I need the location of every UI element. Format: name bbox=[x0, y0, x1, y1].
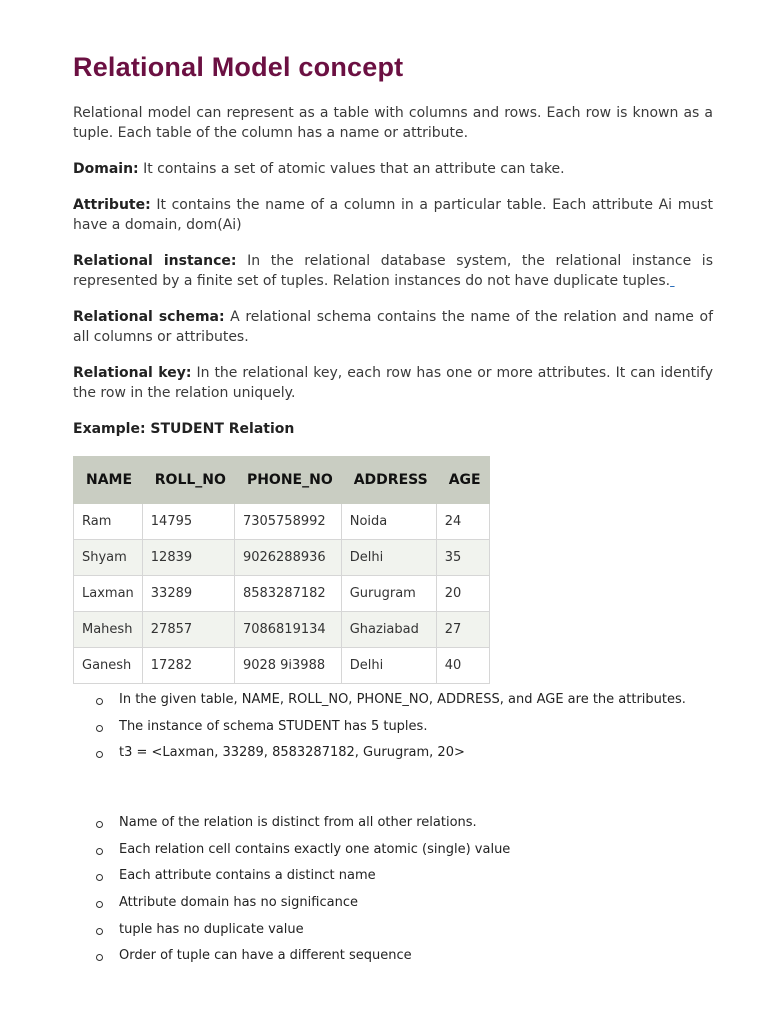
column-header-phone-no: PHONE_NO bbox=[234, 457, 341, 504]
table-cell: 12839 bbox=[142, 540, 234, 576]
example-heading bbox=[73, 420, 713, 440]
definition-text: In the relational database system, the relational instance is represented by a finite set of tuples. Relation instances do not have duplicate tuples. bbox=[73, 253, 713, 289]
table-cell: Ram bbox=[74, 504, 143, 540]
table-cell: Ghaziabad bbox=[341, 612, 436, 648]
example-heading-text: Example: STUDENT Relation bbox=[73, 421, 295, 437]
list-item bbox=[93, 745, 686, 772]
definition-term: Relational schema: bbox=[73, 309, 225, 325]
intro-paragraph: Relational model can represent as a table with columns and rows. Each row is known as a tuple. Each table of the column has a name or attribute. bbox=[73, 105, 713, 141]
table-row bbox=[74, 648, 490, 684]
table-header-row bbox=[74, 457, 490, 504]
table-cell: 14795 bbox=[142, 504, 234, 540]
table-cell: 35 bbox=[436, 540, 489, 576]
list-item bbox=[93, 842, 510, 869]
table-cell: 7305758992 bbox=[234, 504, 341, 540]
column-header-address: ADDRESS bbox=[341, 457, 436, 504]
circle-bullet-icon bbox=[96, 725, 103, 732]
properties-bullet-list bbox=[93, 815, 510, 975]
list-item-text: Order of tuple can have a different sequence bbox=[119, 948, 412, 964]
table-row bbox=[74, 612, 490, 648]
circle-bullet-icon bbox=[96, 928, 103, 935]
list-item bbox=[93, 922, 510, 949]
definition-term: Relational instance: bbox=[73, 253, 237, 269]
definition-term: Relational key: bbox=[73, 365, 192, 381]
table-cell: 7086819134 bbox=[234, 612, 341, 648]
circle-bullet-icon bbox=[96, 954, 103, 961]
table-row bbox=[74, 504, 490, 540]
definition-domain bbox=[73, 160, 713, 180]
student-relation-table bbox=[73, 456, 490, 684]
list-item bbox=[93, 895, 510, 922]
table-cell: 9028 9i3988 bbox=[234, 648, 341, 684]
definition-term: Domain: bbox=[73, 161, 139, 177]
list-item bbox=[93, 948, 510, 975]
definition-text: A relational schema contains the name of the relation and name of all columns or attributes. bbox=[73, 309, 713, 345]
table-cell: Gurugram bbox=[341, 576, 436, 612]
table-cell: 20 bbox=[436, 576, 489, 612]
list-item bbox=[93, 692, 686, 719]
table-cell: Mahesh bbox=[74, 612, 143, 648]
table-row bbox=[74, 576, 490, 612]
page-title: Relational Model concept bbox=[73, 52, 404, 82]
list-item-text: Each relation cell contains exactly one atomic (single) value bbox=[119, 841, 511, 857]
circle-bullet-icon bbox=[96, 901, 103, 908]
table-cell: Noida bbox=[341, 504, 436, 540]
hyperlink-fragment[interactable] bbox=[670, 273, 674, 289]
definition-relational-key bbox=[73, 364, 713, 403]
list-item-text: tuple has no duplicate value bbox=[119, 921, 304, 937]
definition-text: In the relational key, each row has one or more attributes. It can identify the row in the relation uniquely. bbox=[73, 365, 714, 401]
definition-text: It contains the name of a column in a particular table. Each attribute Ai must have a domain, dom(Ai) bbox=[73, 197, 713, 233]
list-item bbox=[93, 868, 510, 895]
attributes-bullet-list bbox=[93, 692, 686, 772]
table-cell: 33289 bbox=[142, 576, 234, 612]
list-item bbox=[93, 815, 510, 842]
table-cell: 9026288936 bbox=[234, 540, 341, 576]
table-row bbox=[74, 540, 490, 576]
list-item-text: The instance of schema STUDENT has 5 tuples. bbox=[119, 718, 428, 734]
table-cell: Shyam bbox=[74, 540, 143, 576]
column-header-name: NAME bbox=[74, 457, 143, 504]
table-cell: Laxman bbox=[74, 576, 143, 612]
table-cell: Delhi bbox=[341, 648, 436, 684]
list-item-text: Name of the relation is distinct from all other relations. bbox=[119, 815, 477, 830]
table-cell: Ganesh bbox=[74, 648, 143, 684]
definition-relational-instance bbox=[73, 252, 713, 291]
column-header-age: AGE bbox=[436, 457, 489, 504]
list-item-text: In the given table, NAME, ROLL_NO, PHONE_NO, ADDRESS, and AGE are the attributes. bbox=[119, 692, 686, 707]
list-item-text: t3 = <Laxman, 33289, 8583287182, Gurugram, 20> bbox=[119, 745, 465, 761]
table-cell: Delhi bbox=[341, 540, 436, 576]
list-item-text: Each attribute contains a distinct name bbox=[119, 868, 376, 884]
definition-term: Attribute: bbox=[73, 197, 151, 213]
table-cell: 24 bbox=[436, 504, 489, 540]
column-header-roll-no: ROLL_NO bbox=[142, 457, 234, 504]
circle-bullet-icon bbox=[96, 698, 103, 705]
definition-text: It contains a set of atomic values that an attribute can take. bbox=[138, 161, 565, 177]
circle-bullet-icon bbox=[96, 848, 103, 855]
definition-attribute bbox=[73, 196, 713, 235]
definition-relational-schema bbox=[73, 308, 713, 347]
circle-bullet-icon bbox=[96, 751, 103, 758]
list-item bbox=[93, 719, 686, 746]
list-item-text: Attribute domain has no significance bbox=[119, 895, 358, 911]
table-cell: 17282 bbox=[142, 648, 234, 684]
table-cell: 27 bbox=[436, 612, 489, 648]
circle-bullet-icon bbox=[96, 821, 103, 828]
table-cell: 40 bbox=[436, 648, 489, 684]
table-cell: 27857 bbox=[142, 612, 234, 648]
circle-bullet-icon bbox=[96, 874, 103, 881]
table-cell: 8583287182 bbox=[234, 576, 341, 612]
